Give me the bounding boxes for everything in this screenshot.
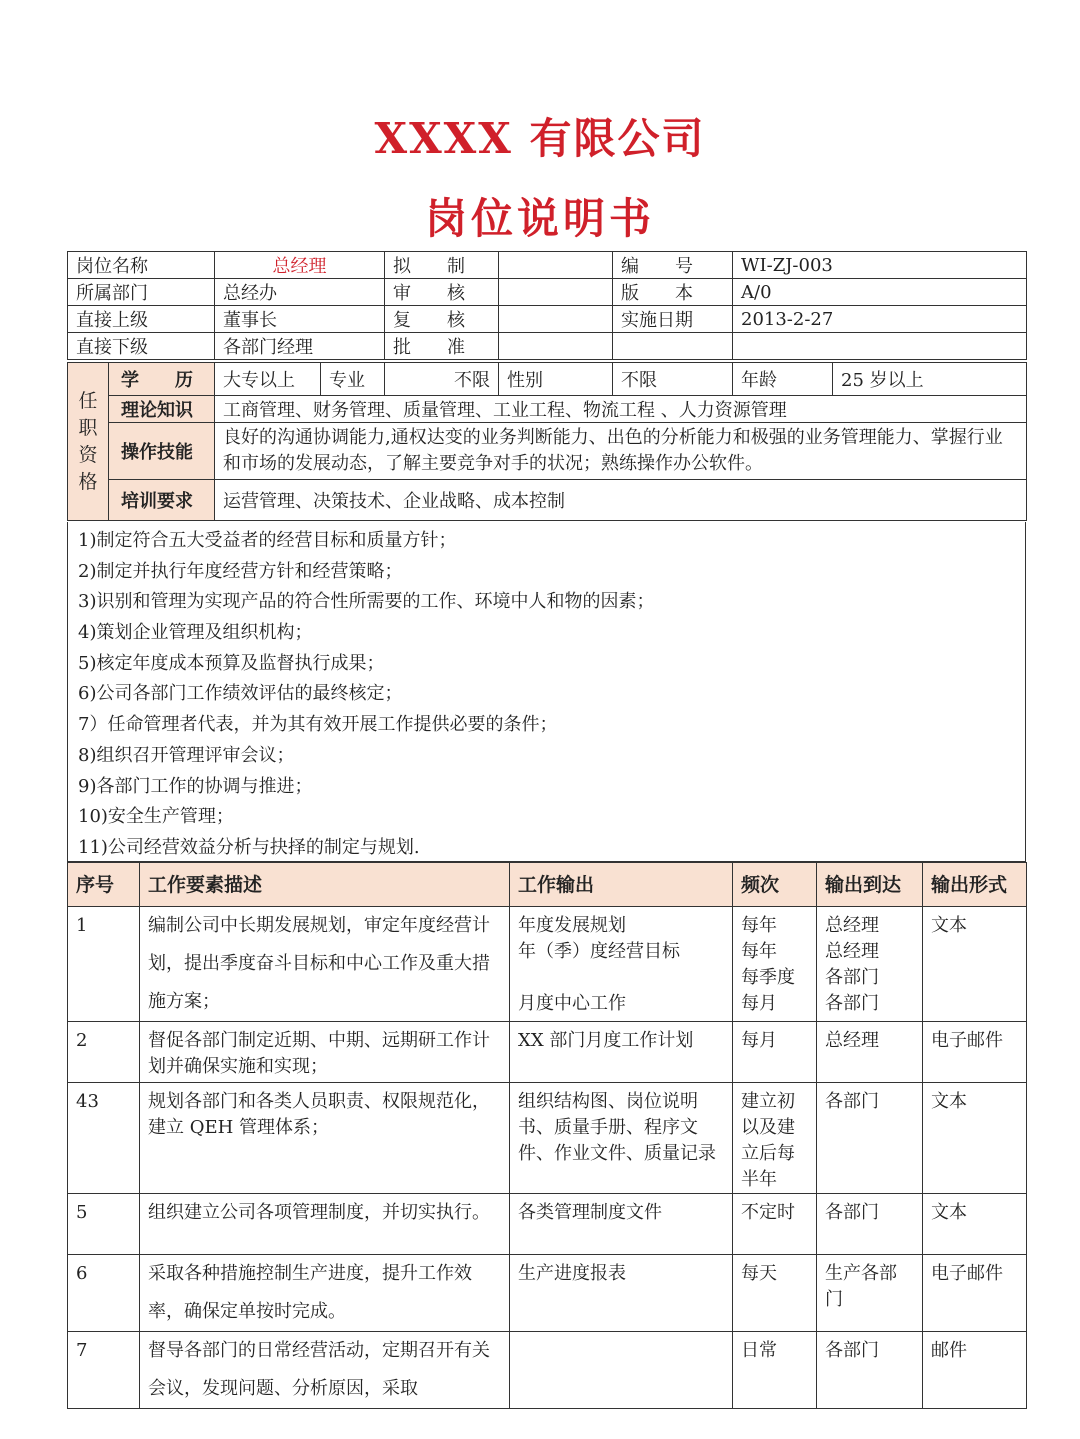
work-header-row: [68, 863, 1027, 907]
value-training: 运营管理、决策技术、企业战略、成本控制: [215, 480, 1027, 521]
row-frequency: 建立初以及建立后每半年: [733, 1083, 817, 1194]
value-effective-date: 2013-2-27: [733, 306, 1027, 333]
duty-item: 9)各部门工作的协调与推进；: [78, 775, 313, 797]
header-form: 输出形式: [923, 863, 1027, 907]
row-destination: 生产各部门: [817, 1255, 923, 1332]
label-position-name: 岗位名称: [68, 252, 215, 279]
row-form: 文本: [923, 907, 1027, 1022]
label-education: 学 历: [109, 363, 215, 396]
destination-line: 各部门: [825, 993, 879, 1014]
output-line: [518, 965, 724, 991]
label-approve: 批 准: [385, 333, 499, 360]
basic-info-table: [67, 251, 1027, 360]
row-description: 采取各种措施控制生产进度，提升工作效率，确保定单按时完成。: [140, 1255, 510, 1332]
label-age: 年龄: [733, 363, 833, 396]
row-description: 组织建立公司各项管理制度，并切实执行。: [140, 1194, 510, 1255]
label-review: 审 核: [385, 279, 499, 306]
value-version: A/0: [733, 279, 1027, 306]
value-skills: 良好的沟通协调能力,通权达变的业务判断能力、出色的分析能力和极强的业务管理能力、掌握行业和市场的发展动态，了解主要竞争对手的状况；熟练操作办公软件。: [215, 423, 1027, 480]
duty-item: 4)策划企业管理及组织机构；: [78, 622, 313, 644]
row-number: 7: [68, 1332, 140, 1409]
work-row: [68, 1255, 1027, 1332]
row-number: 1: [68, 907, 140, 1022]
row-frequency: 每月: [733, 1022, 817, 1083]
duty-item: 6)公司各部门工作绩效评估的最终核定；: [78, 683, 403, 705]
destination-line: 总经理: [825, 915, 879, 936]
output-line: 年度发展规划: [518, 915, 626, 936]
row-destination: 总经理: [817, 1022, 923, 1083]
label-number: 编 号: [613, 252, 733, 279]
value-age: 25 岁以上: [833, 363, 1027, 396]
value-position-name: 总经理: [215, 252, 385, 279]
row-destination: [817, 907, 923, 1022]
destination-line: 总经理: [825, 941, 879, 962]
row-frequency: 不定时: [733, 1194, 817, 1255]
value-subordinate: 各部门经理: [215, 333, 385, 360]
row-frequency: [733, 907, 817, 1022]
duties-list: [67, 522, 1026, 862]
duty-item: 2)制定并执行年度经营方针和经营策略；: [78, 560, 403, 582]
output-line: 年（季）度经营目标: [518, 941, 680, 962]
value-department: 总经办: [215, 279, 385, 306]
row-destination: 各部门: [817, 1332, 923, 1409]
label-subordinate: 直接下级: [68, 333, 215, 360]
qualification-section-label: [68, 363, 109, 521]
row-form: 文本: [923, 1083, 1027, 1194]
row-output: [510, 1332, 733, 1409]
label-major: 专业: [321, 363, 385, 396]
value-major: 不限: [385, 363, 499, 396]
row-frequency: 每天: [733, 1255, 817, 1332]
label-training: 培训要求: [109, 480, 215, 521]
qual-row-training: [68, 480, 1027, 521]
label-effective-date: 实施日期: [613, 306, 733, 333]
header-number: 序号: [68, 863, 140, 907]
duty-item: 7）任命管理者代表，并为其有效开展工作提供必要的条件；: [78, 714, 558, 736]
company-name: XXXX 有限公司: [374, 114, 706, 163]
label-drafted: 拟 制: [385, 252, 499, 279]
qualification-table: [67, 362, 1027, 521]
info-row: [68, 279, 1027, 306]
row-output: 生产进度报表: [510, 1255, 733, 1332]
row-description: 编制公司中长期发展规划，审定年度经营计划，提出季度奋斗目标和中心工作及重大措施方案；: [140, 907, 510, 1022]
duty-item: 1)制定符合五大受益者的经营目标和质量方针；: [78, 530, 457, 551]
row-description: 督导各部门的日常经营活动，定期召开有关会议，发现问题、分析原因，采取: [140, 1332, 510, 1409]
row-number: 2: [68, 1022, 140, 1083]
qual-row-theory: [68, 396, 1027, 423]
row-description: 规划各部门和各类人员职责、权限规范化，建立 QEH 管理体系；: [140, 1083, 510, 1194]
label-superior: 直接上级: [68, 306, 215, 333]
work-elements-table: [67, 862, 1027, 1409]
value-recheck: [499, 306, 613, 333]
empty-cell: [613, 333, 733, 360]
value-superior: 董事长: [215, 306, 385, 333]
duty-item: 11)公司经营效益分析与抉择的制定与规划.: [78, 836, 420, 858]
value-approve: [499, 333, 613, 360]
destination-line: 各部门: [825, 967, 879, 988]
frequency-line: 每季度: [741, 967, 795, 988]
info-row: [68, 333, 1027, 360]
duty-item: 3)识别和管理为实现产品的符合性所需要的工作、环境中人和物的因素；: [78, 591, 655, 613]
row-number: 43: [68, 1083, 140, 1194]
header-description: 工作要素描述: [140, 863, 510, 907]
row-number: 5: [68, 1194, 140, 1255]
value-education: 大专以上: [215, 363, 321, 396]
frequency-line: 每年: [741, 941, 777, 962]
row-output: 各类管理制度文件: [510, 1194, 733, 1255]
label-department: 所属部门: [68, 279, 215, 306]
row-form: 电子邮件: [923, 1255, 1027, 1332]
row-destination: 各部门: [817, 1194, 923, 1255]
work-row: [68, 1194, 1027, 1255]
empty-cell: [733, 333, 1027, 360]
work-row: [68, 907, 1027, 1022]
value-review: [499, 279, 613, 306]
work-row: [68, 1332, 1027, 1409]
label-version: 版 本: [613, 279, 733, 306]
output-line: 月度中心工作: [518, 993, 626, 1014]
row-description: 督促各部门制定近期、中期、远期研工作计划并确保实施和实现；: [140, 1022, 510, 1083]
qual-row-skills: [68, 423, 1027, 480]
work-row: [68, 1022, 1027, 1083]
frequency-line: 每年: [741, 915, 777, 936]
label-recheck: 复 核: [385, 306, 499, 333]
header-frequency: 频次: [733, 863, 817, 907]
info-row: [68, 252, 1027, 279]
row-number: 6: [68, 1255, 140, 1332]
row-destination: 各部门: [817, 1083, 923, 1194]
row-frequency: 日常: [733, 1332, 817, 1409]
header-output: 工作输出: [510, 863, 733, 907]
document-title: 岗位说明书: [424, 194, 655, 243]
work-row: [68, 1083, 1027, 1194]
value-gender: 不限: [613, 363, 733, 396]
value-theory: 工商管理、财务管理、质量管理、工业工程、物流工程 、人力资源管理: [215, 396, 1027, 423]
row-form: 邮件: [923, 1332, 1027, 1409]
qualification-section-text: 任职资格: [78, 389, 98, 493]
label-theory: 理论知识: [109, 396, 215, 423]
frequency-line: 每月: [741, 993, 777, 1014]
duty-item: 10)安全生产管理；: [78, 806, 234, 828]
duty-item: 5)核定年度成本预算及监督执行成果；: [78, 652, 385, 674]
header-destination: 输出到达: [817, 863, 923, 907]
row-output: [510, 907, 733, 1022]
value-number: WI-ZJ-003: [733, 252, 1027, 279]
duty-item: 8)组织召开管理评审会议；: [78, 744, 295, 766]
label-skills: 操作技能: [109, 423, 215, 480]
info-row: [68, 306, 1027, 333]
qual-row-education: [68, 363, 1027, 396]
row-form: 电子邮件: [923, 1022, 1027, 1083]
row-output: XX 部门月度工作计划: [510, 1022, 733, 1083]
row-form: 文本: [923, 1194, 1027, 1255]
value-drafted: [499, 252, 613, 279]
row-output: 组织结构图、岗位说明书、质量手册、程序文件、作业文件、质量记录: [510, 1083, 733, 1194]
label-gender: 性别: [499, 363, 613, 396]
